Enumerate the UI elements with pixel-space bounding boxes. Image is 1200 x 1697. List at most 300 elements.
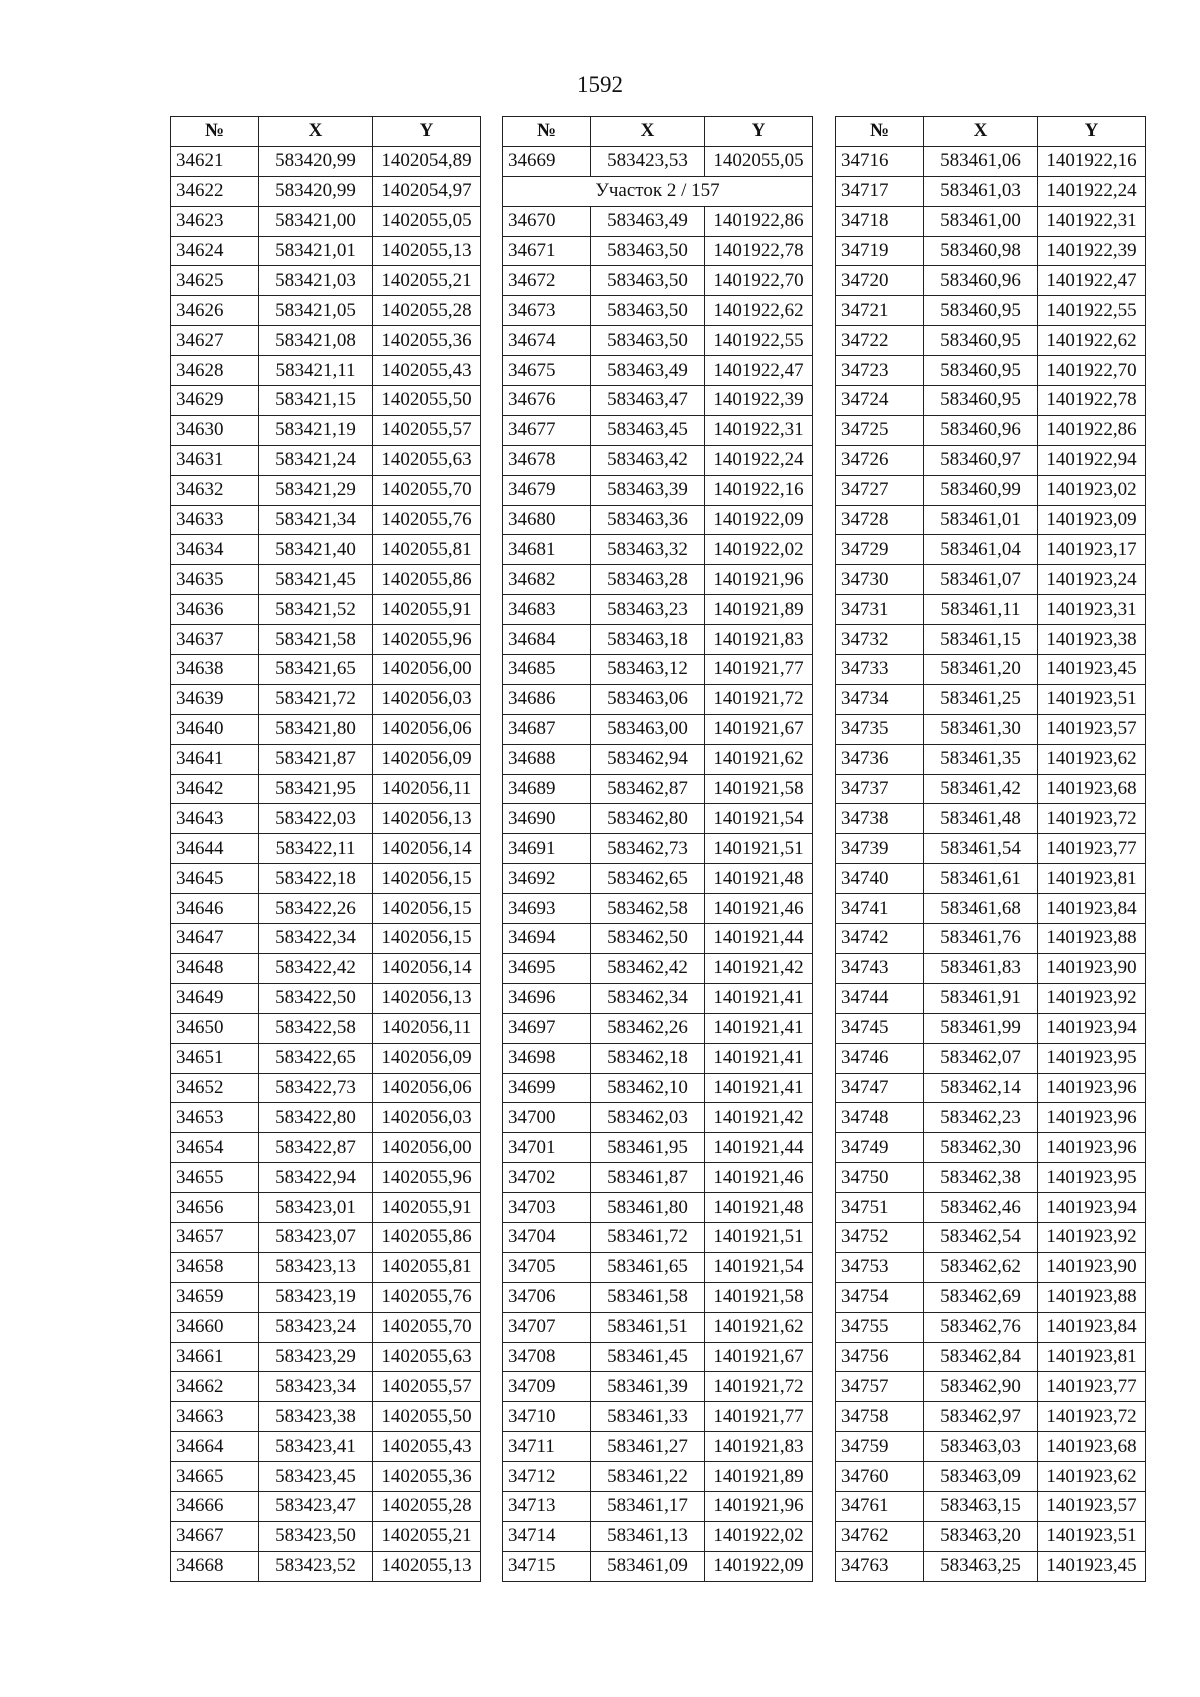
table-row (836, 1282, 1146, 1312)
table-row (171, 1432, 481, 1462)
y-value: 1402056,15 (373, 924, 481, 954)
point-number: 34741 (836, 894, 924, 924)
x-value: 583463,49 (591, 206, 705, 236)
y-value: 1401921,41 (705, 1013, 813, 1043)
y-value: 1402056,14 (373, 953, 481, 983)
x-value: 583462,03 (591, 1103, 705, 1133)
table-row (836, 983, 1146, 1013)
x-value: 583462,34 (591, 983, 705, 1013)
table-row (836, 1432, 1146, 1462)
table-row (171, 1312, 481, 1342)
coordinates-table-middle (502, 116, 813, 1582)
table-row (171, 326, 481, 356)
table-row (836, 1312, 1146, 1342)
y-value: 1402056,14 (373, 834, 481, 864)
y-value: 1401923,68 (1038, 1432, 1146, 1462)
table-row (171, 1013, 481, 1043)
y-value: 1401923,96 (1038, 1103, 1146, 1133)
table-row (503, 415, 813, 445)
point-number: 34654 (171, 1133, 259, 1163)
x-value: 583462,23 (924, 1103, 1038, 1133)
table-row (503, 655, 813, 685)
x-value: 583461,83 (924, 953, 1038, 983)
y-value: 1401922,16 (705, 475, 813, 505)
table-row (836, 1103, 1146, 1133)
x-value: 583423,19 (259, 1282, 373, 1312)
point-number: 34704 (503, 1222, 591, 1252)
point-number: 34701 (503, 1133, 591, 1163)
x-value: 583462,26 (591, 1013, 705, 1043)
table-row (503, 625, 813, 655)
table-row (171, 1551, 481, 1581)
table-row (836, 1222, 1146, 1252)
x-value: 583423,50 (259, 1521, 373, 1551)
point-number: 34706 (503, 1282, 591, 1312)
y-value: 1402055,21 (373, 266, 481, 296)
table-row (836, 1402, 1146, 1432)
x-value: 583422,50 (259, 983, 373, 1013)
y-value: 1401922,70 (705, 266, 813, 296)
point-number: 34629 (171, 386, 259, 416)
x-value: 583462,97 (924, 1402, 1038, 1432)
table-row (503, 236, 813, 266)
y-value: 1402056,03 (373, 1103, 481, 1133)
y-value: 1401923,94 (1038, 1013, 1146, 1043)
x-value: 583462,87 (591, 774, 705, 804)
table-row (503, 1103, 813, 1133)
y-value: 1402056,13 (373, 983, 481, 1013)
x-value: 583461,80 (591, 1193, 705, 1223)
x-value: 583462,65 (591, 864, 705, 894)
x-value: 583463,25 (924, 1551, 1038, 1581)
table-row (836, 1551, 1146, 1581)
x-value: 583422,42 (259, 953, 373, 983)
y-value: 1401923,90 (1038, 1252, 1146, 1282)
x-value: 583462,14 (924, 1073, 1038, 1103)
table-row (503, 1372, 813, 1402)
header-number: № (836, 117, 924, 147)
table-row (503, 1073, 813, 1103)
table-row (836, 1163, 1146, 1193)
table-row (171, 1282, 481, 1312)
y-value: 1401921,58 (705, 1282, 813, 1312)
point-number: 34734 (836, 684, 924, 714)
y-value: 1401923,17 (1038, 535, 1146, 565)
y-value: 1402055,86 (373, 1222, 481, 1252)
table-row (836, 1491, 1146, 1521)
point-number: 34697 (503, 1013, 591, 1043)
x-value: 583461,39 (591, 1372, 705, 1402)
y-value: 1402055,28 (373, 1491, 481, 1521)
point-number: 34688 (503, 744, 591, 774)
y-value: 1401922,94 (1038, 445, 1146, 475)
y-value: 1401921,89 (705, 1462, 813, 1492)
point-number: 34627 (171, 326, 259, 356)
y-value: 1401923,72 (1038, 804, 1146, 834)
point-number: 34659 (171, 1282, 259, 1312)
x-value: 583421,80 (259, 714, 373, 744)
point-number: 34731 (836, 595, 924, 625)
y-value: 1401923,95 (1038, 1163, 1146, 1193)
x-value: 583461,01 (924, 505, 1038, 535)
x-value: 583462,54 (924, 1222, 1038, 1252)
y-value: 1401923,81 (1038, 864, 1146, 894)
x-value: 583461,25 (924, 684, 1038, 714)
x-value: 583463,32 (591, 535, 705, 565)
point-number: 34762 (836, 1521, 924, 1551)
y-value: 1401921,46 (705, 894, 813, 924)
x-value: 583461,17 (591, 1491, 705, 1521)
x-value: 583422,11 (259, 834, 373, 864)
y-value: 1402056,15 (373, 894, 481, 924)
point-number: 34647 (171, 924, 259, 954)
table-row (171, 146, 481, 176)
point-number: 34675 (503, 356, 591, 386)
y-value: 1401922,62 (705, 296, 813, 326)
section-row (503, 176, 813, 206)
table-row (836, 386, 1146, 416)
point-number: 34746 (836, 1043, 924, 1073)
y-value: 1402055,28 (373, 296, 481, 326)
point-number: 34642 (171, 774, 259, 804)
x-value: 583461,95 (591, 1133, 705, 1163)
table-row (171, 655, 481, 685)
x-value: 583461,48 (924, 804, 1038, 834)
point-number: 34743 (836, 953, 924, 983)
x-value: 583462,58 (591, 894, 705, 924)
table-row (836, 505, 1146, 535)
y-value: 1401923,72 (1038, 1402, 1146, 1432)
x-value: 583463,20 (924, 1521, 1038, 1551)
x-value: 583423,07 (259, 1222, 373, 1252)
point-number: 34634 (171, 535, 259, 565)
x-value: 583422,87 (259, 1133, 373, 1163)
x-value: 583421,03 (259, 266, 373, 296)
y-value: 1401923,88 (1038, 924, 1146, 954)
y-value: 1401923,92 (1038, 983, 1146, 1013)
point-number: 34660 (171, 1312, 259, 1342)
x-value: 583422,34 (259, 924, 373, 954)
y-value: 1401923,84 (1038, 1312, 1146, 1342)
table-row (503, 1402, 813, 1432)
point-number: 34719 (836, 236, 924, 266)
point-number: 34661 (171, 1342, 259, 1372)
x-value: 583461,99 (924, 1013, 1038, 1043)
table-row (171, 684, 481, 714)
x-value: 583463,18 (591, 625, 705, 655)
point-number: 34710 (503, 1402, 591, 1432)
point-number: 34690 (503, 804, 591, 834)
table-row (503, 953, 813, 983)
point-number: 34644 (171, 834, 259, 864)
x-value: 583461,87 (591, 1163, 705, 1193)
y-value: 1401923,57 (1038, 714, 1146, 744)
y-value: 1401922,55 (1038, 296, 1146, 326)
y-value: 1401922,02 (705, 535, 813, 565)
table-row (836, 1372, 1146, 1402)
y-value: 1401923,45 (1038, 655, 1146, 685)
point-number: 34728 (836, 505, 924, 535)
table-row (836, 1252, 1146, 1282)
point-number: 34750 (836, 1163, 924, 1193)
y-value: 1402055,50 (373, 386, 481, 416)
x-value: 583421,08 (259, 326, 373, 356)
y-value: 1401922,31 (1038, 206, 1146, 236)
point-number: 34752 (836, 1222, 924, 1252)
table-row (171, 983, 481, 1013)
point-number: 34753 (836, 1252, 924, 1282)
x-value: 583421,00 (259, 206, 373, 236)
table-row (503, 146, 813, 176)
table-row (171, 1222, 481, 1252)
table-row (836, 296, 1146, 326)
point-number: 34672 (503, 266, 591, 296)
y-value: 1402055,70 (373, 475, 481, 505)
y-value: 1401921,41 (705, 983, 813, 1013)
table-row (171, 924, 481, 954)
x-value: 583421,24 (259, 445, 373, 475)
x-value: 583463,50 (591, 326, 705, 356)
x-value: 583461,30 (924, 714, 1038, 744)
table-row (503, 1462, 813, 1492)
y-value: 1402056,11 (373, 774, 481, 804)
y-value: 1401921,89 (705, 595, 813, 625)
y-value: 1401922,70 (1038, 356, 1146, 386)
x-value: 583461,20 (924, 655, 1038, 685)
x-value: 583423,24 (259, 1312, 373, 1342)
page-number: 1592 (577, 72, 623, 97)
x-value: 583421,65 (259, 655, 373, 685)
x-value: 583421,34 (259, 505, 373, 535)
table-row (503, 744, 813, 774)
y-value: 1402055,91 (373, 595, 481, 625)
point-number: 34670 (503, 206, 591, 236)
y-value: 1402055,43 (373, 1432, 481, 1462)
table-row (171, 1342, 481, 1372)
y-value: 1402055,36 (373, 326, 481, 356)
x-value: 583462,38 (924, 1163, 1038, 1193)
point-number: 34677 (503, 415, 591, 445)
y-value: 1402055,21 (373, 1521, 481, 1551)
x-value: 583461,72 (591, 1222, 705, 1252)
y-value: 1401921,72 (705, 1372, 813, 1402)
point-number: 34729 (836, 535, 924, 565)
y-value: 1402056,15 (373, 864, 481, 894)
x-value: 583421,11 (259, 356, 373, 386)
point-number: 34707 (503, 1312, 591, 1342)
table-row (836, 1013, 1146, 1043)
point-number: 34758 (836, 1402, 924, 1432)
table-row (171, 1193, 481, 1223)
table-row (836, 834, 1146, 864)
table-row (503, 386, 813, 416)
point-number: 34702 (503, 1163, 591, 1193)
table-row (503, 296, 813, 326)
point-number: 34744 (836, 983, 924, 1013)
table-row (171, 1043, 481, 1073)
x-value: 583461,27 (591, 1432, 705, 1462)
table-row (171, 595, 481, 625)
y-value: 1401921,44 (705, 1133, 813, 1163)
table-row (171, 445, 481, 475)
y-value: 1401921,77 (705, 1402, 813, 1432)
table-row (171, 953, 481, 983)
table-row (171, 266, 481, 296)
point-number: 34761 (836, 1491, 924, 1521)
point-number: 34737 (836, 774, 924, 804)
y-value: 1401922,16 (1038, 146, 1146, 176)
table-row (836, 535, 1146, 565)
y-value: 1402056,00 (373, 655, 481, 685)
y-value: 1401923,57 (1038, 1491, 1146, 1521)
x-value: 583423,13 (259, 1252, 373, 1282)
x-value: 583462,90 (924, 1372, 1038, 1402)
table-row (171, 415, 481, 445)
y-value: 1401922,39 (705, 386, 813, 416)
point-number: 34751 (836, 1193, 924, 1223)
y-value: 1401921,44 (705, 924, 813, 954)
point-number: 34685 (503, 655, 591, 685)
y-value: 1401921,54 (705, 804, 813, 834)
point-number: 34739 (836, 834, 924, 864)
x-value: 583463,28 (591, 565, 705, 595)
table-row (171, 1521, 481, 1551)
y-value: 1401921,77 (705, 655, 813, 685)
point-number: 34674 (503, 326, 591, 356)
y-value: 1402055,57 (373, 1372, 481, 1402)
x-value: 583461,04 (924, 535, 1038, 565)
point-number: 34715 (503, 1551, 591, 1581)
y-value: 1402055,50 (373, 1402, 481, 1432)
x-value: 583463,06 (591, 684, 705, 714)
point-number: 34668 (171, 1551, 259, 1581)
x-value: 583461,35 (924, 744, 1038, 774)
x-value: 583460,95 (924, 326, 1038, 356)
table-row (836, 625, 1146, 655)
point-number: 34756 (836, 1342, 924, 1372)
point-number: 34684 (503, 625, 591, 655)
x-value: 583463,45 (591, 415, 705, 445)
y-value: 1401923,31 (1038, 595, 1146, 625)
x-value: 583461,54 (924, 834, 1038, 864)
y-value: 1401922,78 (1038, 386, 1146, 416)
point-number: 34736 (836, 744, 924, 774)
table-row (503, 1193, 813, 1223)
x-value: 583421,45 (259, 565, 373, 595)
point-number: 34650 (171, 1013, 259, 1043)
table-row (503, 1252, 813, 1282)
table-row (171, 176, 481, 206)
x-value: 583462,42 (591, 953, 705, 983)
x-value: 583461,45 (591, 1342, 705, 1372)
point-number: 34699 (503, 1073, 591, 1103)
y-value: 1401923,02 (1038, 475, 1146, 505)
x-value: 583423,41 (259, 1432, 373, 1462)
table-row (836, 1043, 1146, 1073)
point-number: 34657 (171, 1222, 259, 1252)
y-value: 1401921,83 (705, 1432, 813, 1462)
x-value: 583461,61 (924, 864, 1038, 894)
point-number: 34722 (836, 326, 924, 356)
x-value: 583462,84 (924, 1342, 1038, 1372)
x-value: 583423,47 (259, 1491, 373, 1521)
y-value: 1402055,05 (705, 146, 813, 176)
y-value: 1402055,76 (373, 505, 481, 535)
point-number: 34635 (171, 565, 259, 595)
table-row (503, 1282, 813, 1312)
y-value: 1402055,63 (373, 1342, 481, 1372)
point-number: 34691 (503, 834, 591, 864)
y-value: 1401921,42 (705, 953, 813, 983)
point-number: 34625 (171, 266, 259, 296)
x-value: 583460,97 (924, 445, 1038, 475)
table-row (503, 595, 813, 625)
y-value: 1401921,48 (705, 864, 813, 894)
table-row (503, 684, 813, 714)
y-value: 1402055,57 (373, 415, 481, 445)
point-number: 34671 (503, 236, 591, 266)
y-value: 1401922,86 (705, 206, 813, 236)
table-row (836, 864, 1146, 894)
y-value: 1402055,36 (373, 1462, 481, 1492)
x-value: 583421,52 (259, 595, 373, 625)
table-row (171, 1163, 481, 1193)
point-number: 34682 (503, 565, 591, 595)
table-row (836, 415, 1146, 445)
x-value: 583463,49 (591, 356, 705, 386)
table-row (503, 1312, 813, 1342)
point-number: 34673 (503, 296, 591, 326)
table-row (836, 146, 1146, 176)
y-value: 1401921,51 (705, 834, 813, 864)
y-value: 1401923,95 (1038, 1043, 1146, 1073)
table-row (836, 804, 1146, 834)
x-value: 583421,87 (259, 744, 373, 774)
table-row (171, 1491, 481, 1521)
coordinates-table-right (835, 116, 1146, 1582)
x-value: 583463,23 (591, 595, 705, 625)
point-number: 34721 (836, 296, 924, 326)
y-value: 1402055,81 (373, 1252, 481, 1282)
x-value: 583461,33 (591, 1402, 705, 1432)
x-value: 583423,53 (591, 146, 705, 176)
y-value: 1401922,02 (705, 1521, 813, 1551)
header-number: № (171, 117, 259, 147)
point-number: 34709 (503, 1372, 591, 1402)
y-value: 1401921,62 (705, 744, 813, 774)
table-row (836, 1133, 1146, 1163)
header-row (171, 117, 481, 147)
table-row (836, 894, 1146, 924)
y-value: 1401921,41 (705, 1073, 813, 1103)
point-number: 34755 (836, 1312, 924, 1342)
x-value: 583462,76 (924, 1312, 1038, 1342)
table-row (171, 744, 481, 774)
point-number: 34666 (171, 1491, 259, 1521)
y-value: 1402056,00 (373, 1133, 481, 1163)
point-number: 34700 (503, 1103, 591, 1133)
table-row (503, 864, 813, 894)
x-value: 583461,09 (591, 1551, 705, 1581)
x-value: 583463,47 (591, 386, 705, 416)
y-value: 1401922,31 (705, 415, 813, 445)
table-row (503, 894, 813, 924)
y-value: 1402055,05 (373, 206, 481, 236)
x-value: 583461,51 (591, 1312, 705, 1342)
point-number: 34626 (171, 296, 259, 326)
point-number: 34727 (836, 475, 924, 505)
point-number: 34720 (836, 266, 924, 296)
